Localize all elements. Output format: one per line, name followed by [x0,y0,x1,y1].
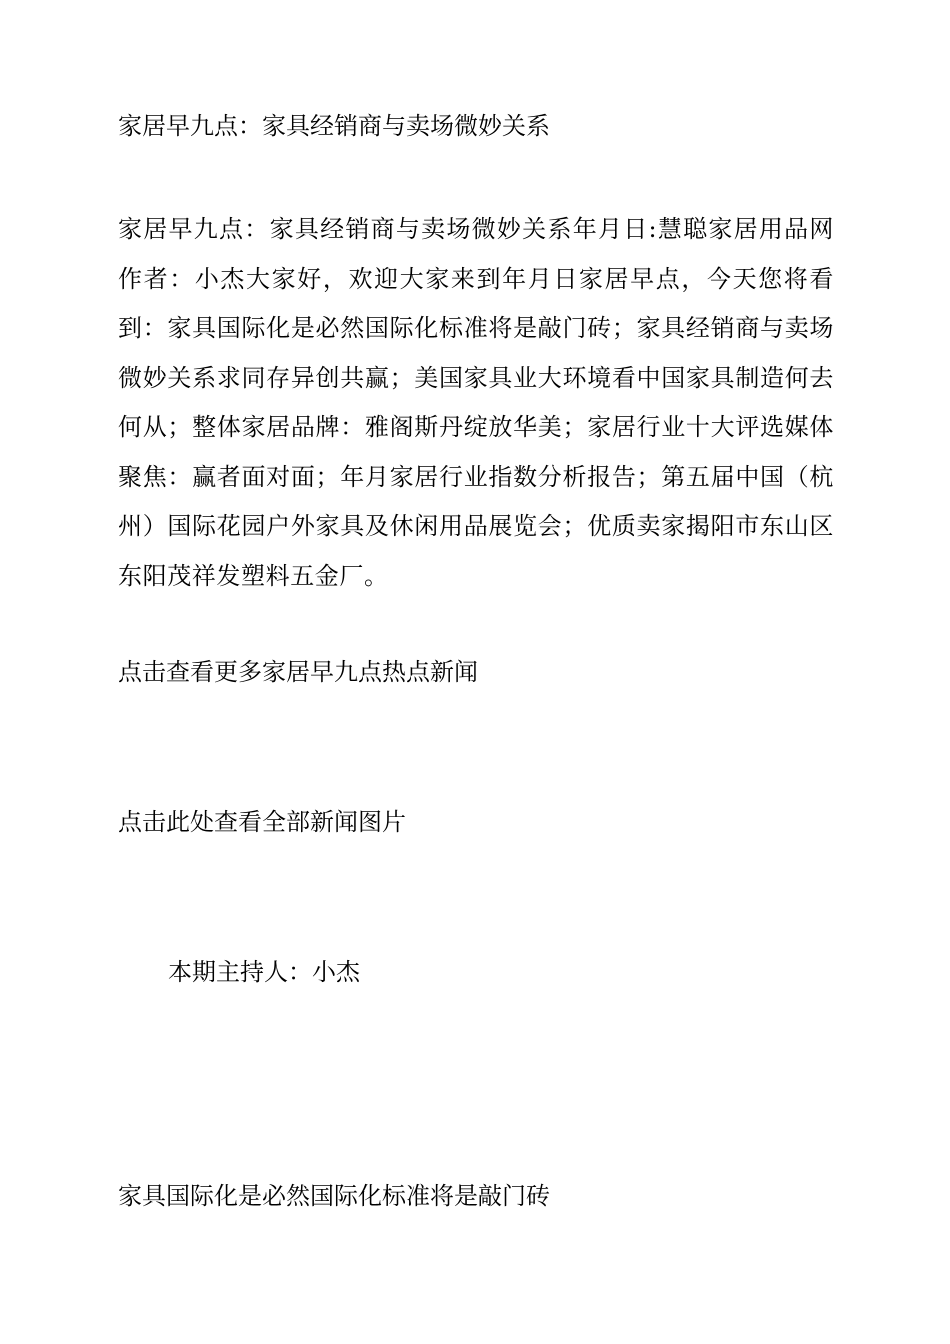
section-heading: 家具国际化是必然国际化标准将是敲门砖 [118,1182,550,1210]
more-news-link[interactable]: 点击查看更多家居早九点热点新闻 [118,658,478,686]
host-credit: 本期主持人：小杰 [168,958,360,986]
article-body: 家居早九点：家具经销商与卖场微妙关系年月日:慧聪家居用品网作者：小杰大家好，欢迎大家来到年月日家居早点，今天您将看到：家具国际化是必然国际化标准将是敲门砖；家具经销商与卖场微妙关系求同存异创共赢；美国家具业大环境看中国家具制造何去何从；整体家居品牌：雅阁斯丹绽放华美；家居行业十大评选媒体聚焦：赢者面对面；年月家居行业指数分析报告；第五届中国（杭州）国际花园户外家具及休闲用品展览会；优质卖家揭阳市东山区东阳茂祥发塑料五金厂。 [118,215,834,590]
all-photos-link[interactable]: 点击此处查看全部新闻图片 [118,808,406,836]
article-title: 家居早九点：家具经销商与卖场微妙关系 [118,112,550,140]
